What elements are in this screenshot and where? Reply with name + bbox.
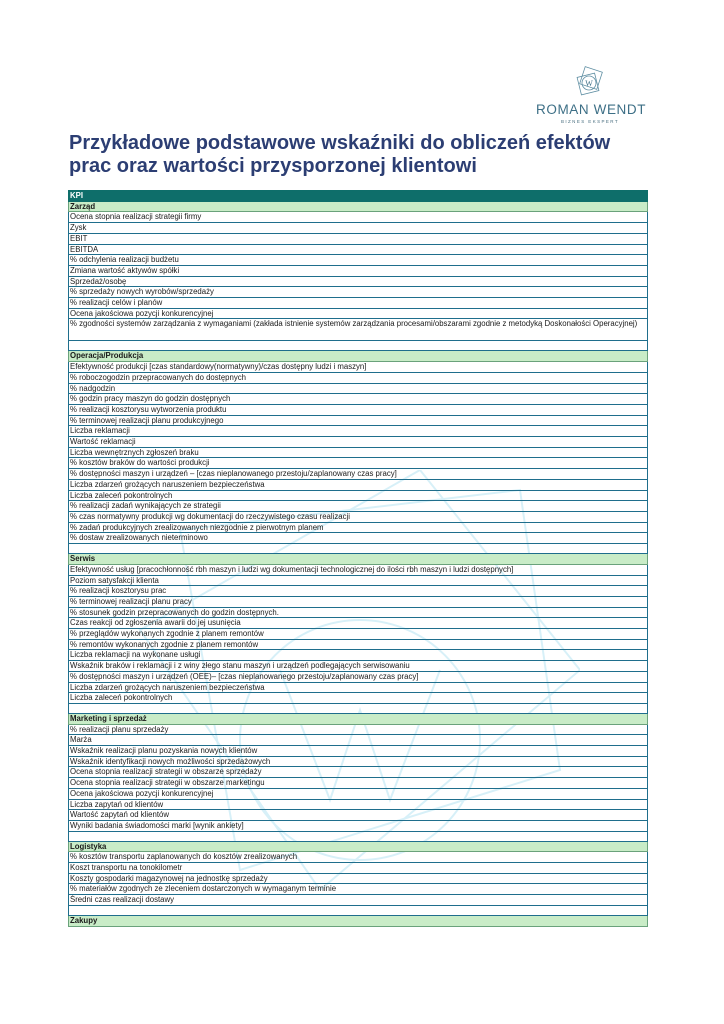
table-row xyxy=(69,437,648,448)
table-row xyxy=(69,447,648,458)
kpi-cell: % czas normatywny produkcji wg dokumentacji do rzeczywistego czasu realizacji xyxy=(69,511,648,522)
table-row xyxy=(69,533,648,544)
kpi-cell: Wartość reklamacji xyxy=(69,437,648,448)
kpi-cell: EBIT xyxy=(69,233,648,244)
kpi-cell: % materiałów zgodnych ze zleceniem dostarczonych w wymaganym terminie xyxy=(69,884,648,895)
kpi-cell: Liczba zaleceń pokontrolnych xyxy=(69,693,648,704)
kpi-cell: Średni czas realizacji dostawy xyxy=(69,895,648,906)
table-row xyxy=(69,255,648,266)
kpi-cell: % realizacji planu sprzedaży xyxy=(69,724,648,735)
table-row xyxy=(69,596,648,607)
kpi-cell: Ocena stopnia realizacji strategii w obszarze sprzedaży xyxy=(69,767,648,778)
table-row xyxy=(69,319,648,341)
logo-tagline: BIZNES EKSPERT xyxy=(560,119,620,124)
table-row xyxy=(69,458,648,469)
table-row xyxy=(69,607,648,618)
kpi-cell: Poziom satysfakcji klienta xyxy=(69,575,648,586)
section-row xyxy=(69,915,648,926)
kpi-cell: Liczba zapytań od klientów xyxy=(69,799,648,810)
table-row xyxy=(69,223,648,234)
kpi-cell: Liczba wewnętrznych zgłoszeń braku xyxy=(69,447,648,458)
kpi-cell: Wskaźnik identyfikacji nowych możliwości sprzedażowych xyxy=(69,756,648,767)
kpi-cell: % realizacji kosztorysu prac xyxy=(69,586,648,597)
section-zakupy: Zakupy xyxy=(69,915,648,926)
spacer-row xyxy=(69,544,648,554)
section-row xyxy=(69,713,648,724)
table-row xyxy=(69,863,648,874)
table-row xyxy=(69,564,648,575)
logo-monogram: W xyxy=(585,79,593,88)
kpi-cell: Wartość zapytań od klientów xyxy=(69,810,648,821)
section-serwis: Serwis xyxy=(69,554,648,565)
table-row xyxy=(69,618,648,629)
table-row xyxy=(69,746,648,757)
table-row xyxy=(69,799,648,810)
table-row xyxy=(69,308,648,319)
spacer-cell xyxy=(69,831,648,841)
table-row xyxy=(69,415,648,426)
kpi-cell: % kosztów braków do wartości produkcji xyxy=(69,458,648,469)
kpi-cell: Ocena stopnia realizacji strategii w obszarze marketingu xyxy=(69,778,648,789)
kpi-cell: % realizacji zadań wynikających ze strategii xyxy=(69,501,648,512)
table-row xyxy=(69,586,648,597)
table-row xyxy=(69,895,648,906)
kpi-cell: % zadań produkcyjnych zrealizowanych niezgodnie z pierwotnym planem xyxy=(69,522,648,533)
table-row xyxy=(69,469,648,480)
table-row xyxy=(69,287,648,298)
table-row xyxy=(69,372,648,383)
table-row xyxy=(69,873,648,884)
kpi-cell: % nadgodzin xyxy=(69,383,648,394)
logo-name: ROMAN WENDT xyxy=(536,102,647,117)
kpi-cell: % realizacji celów i planów xyxy=(69,298,648,309)
kpi-cell: Liczba zaleceń pokontrolnych xyxy=(69,490,648,501)
table-row xyxy=(69,362,648,373)
table-row xyxy=(69,682,648,693)
section-zarzad: Zarząd xyxy=(69,201,648,212)
table-row xyxy=(69,820,648,831)
spacer-row xyxy=(69,703,648,713)
table-row xyxy=(69,735,648,746)
kpi-cell: Koszty gospodarki magazynowej na jednostkę sprzedaży xyxy=(69,873,648,884)
kpi-cell: Liczba reklamacji xyxy=(69,426,648,437)
kpi-cell: Wyniki badania świadomości marki [wynik ankiety] xyxy=(69,820,648,831)
table-row xyxy=(69,693,648,704)
table-row xyxy=(69,383,648,394)
table-header: KPI xyxy=(69,191,648,202)
kpi-cell: % stosunek godzin przepracowanych do godzin dostępnych. xyxy=(69,607,648,618)
table-row xyxy=(69,724,648,735)
table-row xyxy=(69,265,648,276)
kpi-cell: Wskaźnik braków i reklamacji i z winy złego stanu maszyn i urządzeń podlegających serwisowaniu xyxy=(69,661,648,672)
kpi-cell: % dostaw zrealizowanych nieterminowo xyxy=(69,533,648,544)
kpi-cell: % przeglądów wykonanych zgodnie z planem remontów xyxy=(69,629,648,640)
section-row xyxy=(69,201,648,212)
table-row xyxy=(69,661,648,672)
kpi-cell: Ocena stopnia realizacji strategii firmy xyxy=(69,212,648,223)
kpi-cell: Liczba zdarzeń grożących naruszeniem bezpieczeństwa xyxy=(69,479,648,490)
section-marketing: Marketing i sprzedaż xyxy=(69,713,648,724)
kpi-cell: % godzin pracy maszyn do godzin dostępnych xyxy=(69,394,648,405)
kpi-cell: Efektywność usług [pracochłonność rbh maszyn i ludzi wg dokumentacji technologicznej do ilości rbh maszyn i ludzi dostępnych] xyxy=(69,564,648,575)
kpi-cell: % realizacji kosztorysu wytworzenia produktu xyxy=(69,404,648,415)
kpi-cell: Efektywność produkcji [czas standardowy(normatywny)/czas dostępny ludzi i maszyn] xyxy=(69,362,648,373)
kpi-cell: Ocena jakościowa pozycji konkurencyjnej xyxy=(69,308,648,319)
kpi-cell: Liczba reklamacji na wykonane usługi xyxy=(69,650,648,661)
table-row xyxy=(69,479,648,490)
table-row xyxy=(69,810,648,821)
section-row xyxy=(69,841,648,852)
table-row xyxy=(69,650,648,661)
page-title-line2: prac oraz wartości przysporzonej klientowi xyxy=(69,155,477,177)
table-row xyxy=(69,884,648,895)
table-row xyxy=(69,522,648,533)
table-row xyxy=(69,233,648,244)
spacer-cell xyxy=(69,905,648,915)
kpi-cell: % kosztów transportu zaplanowanych do kosztów zrealizowanych xyxy=(69,852,648,863)
table-row xyxy=(69,276,648,287)
table-row xyxy=(69,767,648,778)
table-row xyxy=(69,778,648,789)
table-row xyxy=(69,575,648,586)
kpi-cell: % roboczogodzin przepracowanych do dostępnych xyxy=(69,372,648,383)
kpi-cell: % dostępności maszyn i urządzeń – [czas nieplanowanego przestoju/zaplanowany czas pracy] xyxy=(69,469,648,480)
page-title-line1: Przykładowe podstawowe wskaźniki do obliczeń efektów xyxy=(69,132,611,154)
table-row xyxy=(69,298,648,309)
kpi-cell: % remontów wykonanych zgodnie z planem remontów xyxy=(69,639,648,650)
section-operacja: Operacja/Produkcja xyxy=(69,351,648,362)
table-row xyxy=(69,511,648,522)
table-header-row xyxy=(69,191,648,202)
kpi-cell: Marża xyxy=(69,735,648,746)
kpi-cell: Zmiana wartość aktywów spółki xyxy=(69,265,648,276)
section-logistyka: Logistyka xyxy=(69,841,648,852)
table-row xyxy=(69,490,648,501)
section-row xyxy=(69,554,648,565)
table-row xyxy=(69,404,648,415)
company-logo xyxy=(536,66,647,124)
kpi-cell: Wskaźnik realizacji planu pozyskania nowych klientów xyxy=(69,746,648,757)
spacer-cell xyxy=(69,703,648,713)
kpi-cell: Zysk xyxy=(69,223,648,234)
kpi-cell: % terminowej realizacji planu produkcyjnego xyxy=(69,415,648,426)
table-row xyxy=(69,394,648,405)
table-row xyxy=(69,852,648,863)
kpi-cell: % zgodności systemów zarządzania z wymaganiami (zakłada istnienie systemów zarządzania procesami/obszarami zgodnie z metodyką Doskonałości Operacyjnej) xyxy=(69,319,648,341)
spacer-row xyxy=(69,831,648,841)
kpi-cell: Koszt transportu na tonokilometr xyxy=(69,863,648,874)
kpi-cell: % odchylenia realizacji budżetu xyxy=(69,255,648,266)
spacer-row xyxy=(69,341,648,351)
section-row xyxy=(69,351,648,362)
kpi-cell: % terminowej realizacji planu pracy xyxy=(69,596,648,607)
kpi-cell: Ocena jakościowa pozycji konkurencyjnej xyxy=(69,788,648,799)
table-row xyxy=(69,501,648,512)
kpi-table xyxy=(68,190,648,927)
kpi-cell: % sprzedaży nowych wyrobów/sprzedaży xyxy=(69,287,648,298)
kpi-cell: Sprzedaż/osobę xyxy=(69,276,648,287)
kpi-cell: EBITDA xyxy=(69,244,648,255)
table-row xyxy=(69,756,648,767)
spacer-cell xyxy=(69,544,648,554)
table-row xyxy=(69,212,648,223)
spacer-row xyxy=(69,905,648,915)
kpi-cell: Czas reakcji od zgłoszenia awarii do jej usunięcia xyxy=(69,618,648,629)
table-row xyxy=(69,244,648,255)
logo-emblem-icon xyxy=(573,66,607,100)
kpi-cell: % dostępności maszyn i urządzeń (OEE)– [czas nieplanowanego przestoju/zaplanowany czas pracy] xyxy=(69,671,648,682)
table-row xyxy=(69,639,648,650)
table-row xyxy=(69,426,648,437)
page-title xyxy=(69,132,669,178)
spacer-cell xyxy=(69,341,648,351)
kpi-cell: Liczba zdarzeń grożących naruszeniem bezpieczeństwa xyxy=(69,682,648,693)
table-row xyxy=(69,788,648,799)
table-row xyxy=(69,629,648,640)
table-row xyxy=(69,671,648,682)
